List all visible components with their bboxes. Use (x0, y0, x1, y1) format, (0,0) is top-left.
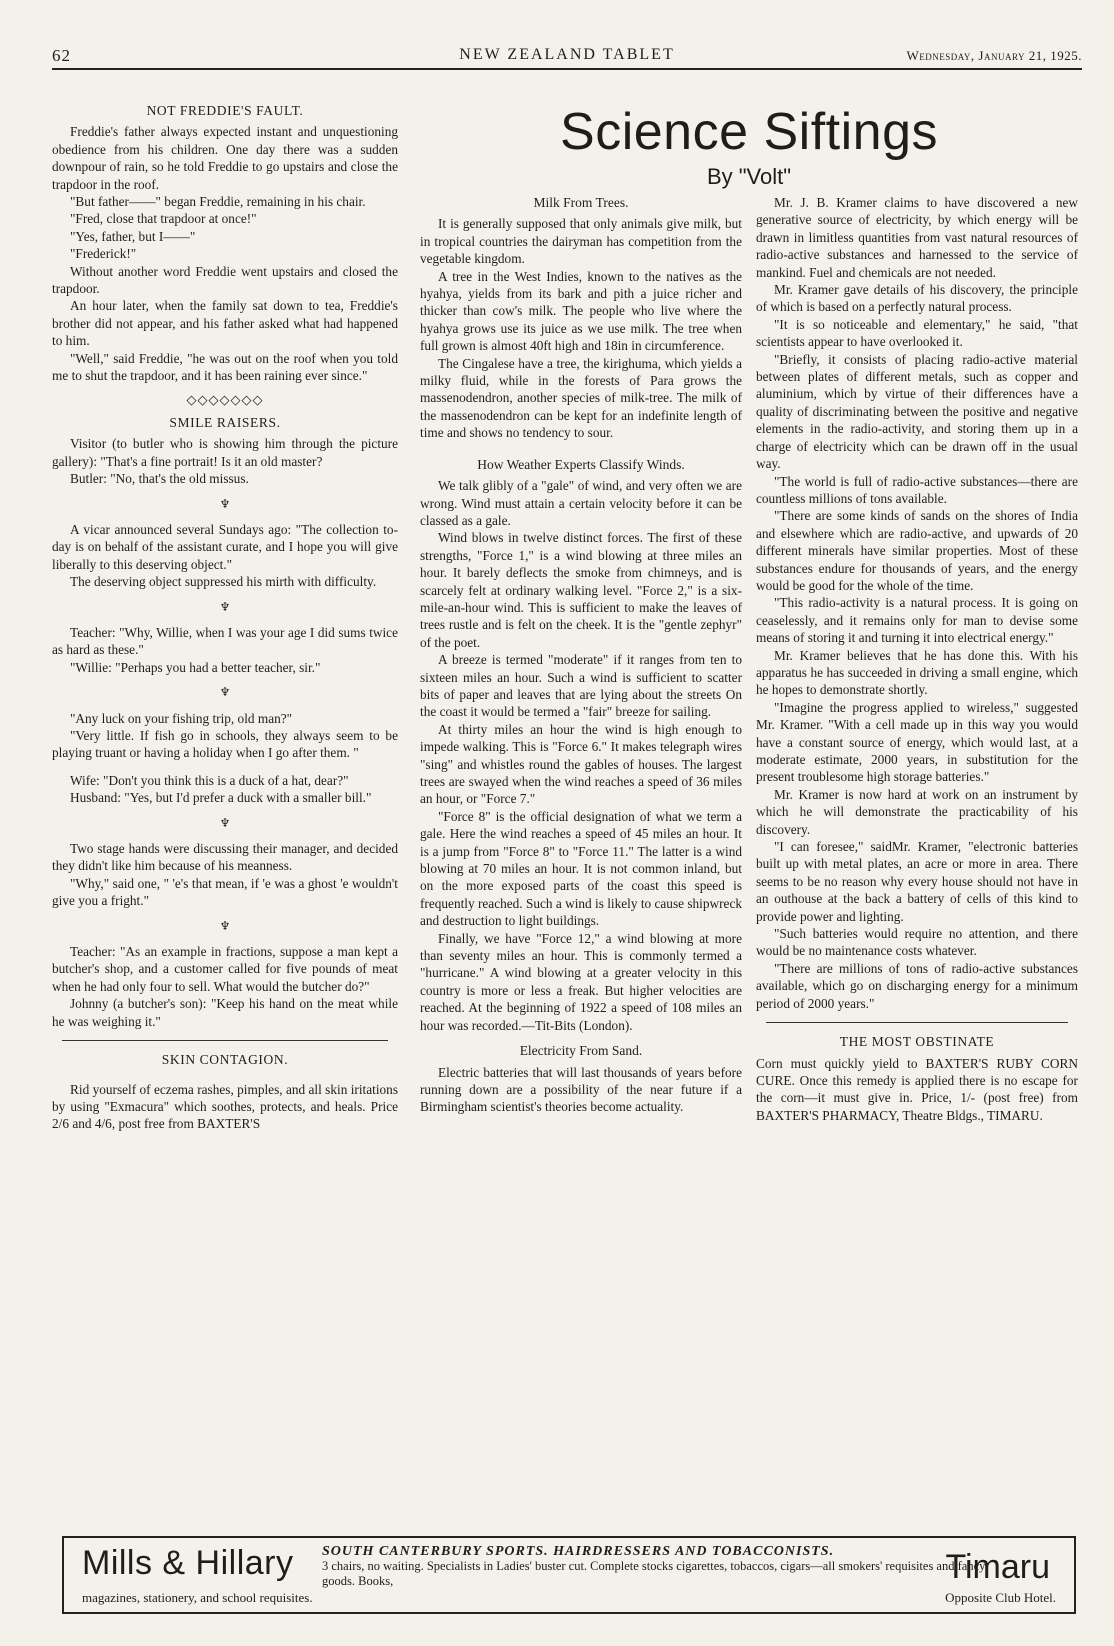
freddie-para: "But father——" began Freddie, remaining in his chair. (70, 194, 366, 210)
joke-para: The deserving object suppressed his mirth with difficulty. (70, 574, 377, 590)
issue-date: Wednesday, January 21, 1925. (906, 48, 1082, 63)
milk-para: The Cingalese have a tree, the kirighuma, which yields a milky fluid, while in the forests of Para grows the massenodendron, another species of milk-tree. The milk of the massenodendron can be kept for an indefinite length of time and shows no tendency to sour. (420, 355, 742, 441)
science-title: Science Siftings (560, 103, 938, 161)
freddie-para: An hour later, when the family sat down to tea, Freddie's brother did not appear, and his father asked what had happened to him. (52, 298, 398, 349)
section-rule (62, 1040, 388, 1041)
joke-para: Visitor (to butler who is showing him through the picture gallery): "That's a fine portrait! Is it an old master? (52, 436, 398, 469)
milk-heading: Milk From Trees. (533, 195, 629, 210)
ad-city: Timaru (945, 1548, 1050, 1586)
section-rule (766, 1022, 1068, 1023)
ad-tagline: SOUTH CANTERBURY SPORTS. HAIRDRESSERS AND TOBACCONISTS. (322, 1544, 835, 1559)
kramer-para: "It is so noticeable and elementary," he said, "that scientists appear to have overlooked it. (756, 316, 1078, 350)
kramer-para: "Such batteries would require no attention, and there would be no maintenance costs whatever. (756, 926, 1078, 959)
skin-para: Rid yourself of eczema rashes, pimples, and all skin iritations by using "Exmacura" which soothes, protects, and heals. Price 2/6 and 4/6, post free from BAXTER'S (52, 1081, 398, 1132)
ad-address: Opposite Club Hotel. (945, 1590, 1056, 1605)
freddie-heading: NOT FREDDIE'S FAULT. (146, 103, 304, 118)
joke-para: "Willie: "Perhaps you had a better teacher, sir." (70, 659, 321, 675)
science-byline: By "Volt" (706, 164, 792, 189)
kramer-para: "There are millions of tons of radio-active substances available, which go on discharging energy for a minimum period of 2000 years." (756, 960, 1078, 1011)
column-right (756, 194, 1078, 1124)
joke-para: Butler: "No, that's the old missus. (70, 471, 249, 487)
kramer-para: "Briefly, it consists of placing radio-active material between plates of different metals, such as copper and aluminium, which by virtue of their differences have a quality of discriminating between the positive and negative elements in the radio-activity, and storing them up in a charge of electricity which can be drawn off in the usual way. (756, 351, 1078, 472)
page-number: 62 (52, 46, 71, 65)
column-left (52, 98, 398, 1133)
milk-para: A tree in the West Indies, known to the natives as the hyahya, yields from its bark and pith a juice richer and thicker than cow's milk. The people who live where the hyahya grows use its juice as we use milk. The tree when full grown is almost 40ft high and 18in in circumference. (420, 268, 742, 354)
winds-para: "Force 8" is the official designation of what we term a gale. Here the wind reaches a speed of 45 miles an hour. It is a jump from "Force 8" to "Force 11." The latter is a wind blowing at 70 miles an hour. It is not common inland, but on the more exposed parts of the coast this speed is frequently reached. Such a wind is likely to cause shipwreck and destruction to light buildings. (420, 808, 742, 929)
freddie-para: "Yes, father, but I——" (70, 228, 196, 244)
kramer-para: "This radio-activity is a natural process. It is going on ceaselessly, and it remains only for man to devise some means of storing it and turning it into electrical energy." (756, 595, 1078, 646)
kramer-para: Mr. Kramer is now hard at work on an instrument by which he will demonstrate the practicability of his discovery. (756, 786, 1078, 837)
publication-title: NEW ZEALAND TABLET (459, 46, 675, 63)
kramer-para: "There are some kinds of sands on the shores of India and elsewhere which are radio-active, and upwards of 20 different minerals have similar properties. Most of these substances endure for thousands of years, and the energy would be good for the whole of the time. (756, 508, 1078, 593)
joke-para: Teacher: "Why, Willie, when I was your age I did sums twice as hard as these." (52, 624, 398, 658)
dingbat-icon: ♆ (219, 685, 231, 700)
milk-para: It is generally supposed that only animals give milk, but in tropical countries the dairyman has competition from the vegetable kingdom. (420, 216, 742, 267)
kramer-para: Mr. J. B. Kramer claims to have discovered a new generative source of electricity, by which energy will be drawn in limitless quantities from vast natural resources of radio-active substances and harnessed to the service of mankind. Fuel and chemicals are not needed. (756, 195, 1078, 280)
joke-para: Wife: "Don't you think this is a duck of a hat, dear?" (70, 772, 349, 788)
winds-para: At thirty miles an hour the wind is high enough to impede walking. This is "Force 6." It makes telegraph wires "sing" and whistles round the gables of houses. The largest trees are swayed when the wind reaches a speed of 36 miles an hour, or "Force 7." (420, 721, 742, 807)
kramer-para: "I can foresee," saidMr. Kramer, "electronic batteries built up with metal plates, an acre or more in area. There seems to be no reason why every house should not have in an outhouse at the back a battery of cells of this kind to provide power and lighting. (756, 839, 1078, 924)
dingbat-icon: ♆ (219, 599, 231, 614)
joke-para: "Why," said one, " 'e's that mean, if 'e was a ghost 'e wouldn't give you a fright." (52, 875, 398, 909)
winds-para: Wind blows in twelve distinct forces. The first of these strengths, "Force 1," is a wind blowing at three miles an hour. It barely deflects the smoke from chimneys, and is scarcely felt at ordinary walking level. "Force 2," is a six-mile-an-hour wind. This is sufficient to make the leaves of trees rustle and is felt on the cheek. It is the "gentle zephyr" of the poet. (420, 530, 742, 650)
diamond-ornament: ◇◇◇◇◇◇◇ (186, 391, 264, 407)
kramer-para: "Imagine the progress applied to wireless," suggested Mr. Kramer. "With a cell made up in this way you would have a constant source of energy, which would last, at a moderate estimate, 2000 years, in substitution for the present troublesome high storage batteries." (756, 699, 1078, 785)
winds-para: We talk glibly of a "gale" of wind, and very often we are wrong. Wind must attain a certain velocity before it can be classed as a gale. (420, 478, 742, 528)
dingbat-icon: ♆ (219, 496, 231, 511)
dingbat-icon: ♆ (219, 918, 231, 933)
winds-heading: How Weather Experts Classify Winds. (477, 456, 685, 472)
sand-heading: Electricity From Sand. (519, 1043, 643, 1059)
ad-middle-text (322, 1544, 1002, 1589)
ad-brand: Mills & Hillary (82, 1544, 294, 1582)
winds-para: A breeze is termed "moderate" if it ranges from ten to sixteen miles an hour. Such a wind is sufficient to scatter bits of paper and leaves that are lying about the streets On the coast it would be termed a "fair" breeze for sailing. (420, 652, 742, 720)
mills-hillary-ad (62, 1536, 1076, 1614)
freddie-para: Without another word Freddie went upstairs and closed the trapdoor. (52, 263, 398, 297)
joke-para: Husband: "Yes, but I'd prefer a duck with a smaller bill." (70, 790, 372, 806)
joke-para: Teacher: "As an example in fractions, suppose a man kept a butcher's shop, and a customer called for five pounds of meat when he had only four to sell. What would the butcher do?" (52, 944, 398, 994)
joke-para: "Very little. If fish go in schools, they always seem to be playing truant or having a holiday when I go after them. " (52, 728, 398, 761)
freddie-para: "Well," said Freddie, "he was out on the roof when you told me to shut the trapdoor, and it has been raining ever since." (52, 350, 398, 384)
ad-line2: 3 chairs, no waiting. Specialists in Ladies' buster cut. Complete stocks cigarettes, tobaccos, cigars—all smokers' requisites and fancy goods. Books, (322, 1559, 986, 1588)
corn-ad-body: Corn must quickly yield to BAXTER'S RUBY CORN CURE. Once this remedy is applied there is no escape for the corn—it must give in. Price, 1/- (post free) from BAXTER'S PHARMACY, Theatre Bldgs., TIMARU. (756, 1055, 1078, 1123)
freddie-para: "Frederick!" (70, 246, 137, 262)
column-middle (420, 194, 742, 1116)
joke-para: A vicar announced several Sundays ago: "The collection to-day is on behalf of the assistant curate, and I hope you will give liberally to this deserving object." (52, 521, 398, 572)
freddie-para: "Fred, close that trapdoor at once!" (70, 211, 257, 227)
kramer-para: "The world is full of radio-active substances—there are countless millions of tons available. (756, 473, 1078, 506)
joke-para: "Any luck on your fishing trip, old man?" (70, 710, 293, 726)
corn-ad-heading: THE MOST OBSTINATE (839, 1034, 995, 1050)
science-masthead (420, 102, 1078, 190)
joke-para: Two stage hands were discussing their manager, and decided they didn't like him because of his meanness. (52, 841, 398, 874)
dingbat-icon: ♆ (219, 815, 231, 830)
smile-raisers-heading: SMILE RAISERS. (169, 414, 281, 430)
winds-para: Finally, we have "Force 12," a wind blowing at more than seventy miles an hour. This is commonly termed a "hurricane." A wind blowing at a greater velocity in this country is more or less a freak. But higher velocities are reached. At the beginning of 1922 a speed of 108 miles an hour was recorded.—Tit-Bits (London). (420, 930, 742, 1033)
kramer-para: Mr. Kramer believes that he has done this. With his apparatus he has succeeded in driving a small engine, which he hopes to demonstrate shortly. (756, 647, 1078, 698)
ad-line3: magazines, stationery, and school requisites. (82, 1590, 313, 1605)
joke-para: Johnny (a butcher's son): "Keep his hand on the meat while he was weighing it." (52, 996, 398, 1029)
page-header (52, 44, 1082, 70)
sand-para: Electric batteries that will last thousands of years before running down are a possibility of the near future if a Birmingham scientist's theories become actuality. (420, 1064, 742, 1115)
skin-contagion-heading: SKIN CONTAGION. (161, 1052, 289, 1068)
kramer-para: Mr. Kramer gave details of his discovery, the principle of which is based on a perfectly natural process. (756, 282, 1078, 315)
freddie-para: Freddie's father always expected instant and unquestioning obedience from his children. One day there was a sudden downpour of rain, so he told Freddie to go upstairs and close the trapdoor in the roof. (52, 124, 398, 192)
